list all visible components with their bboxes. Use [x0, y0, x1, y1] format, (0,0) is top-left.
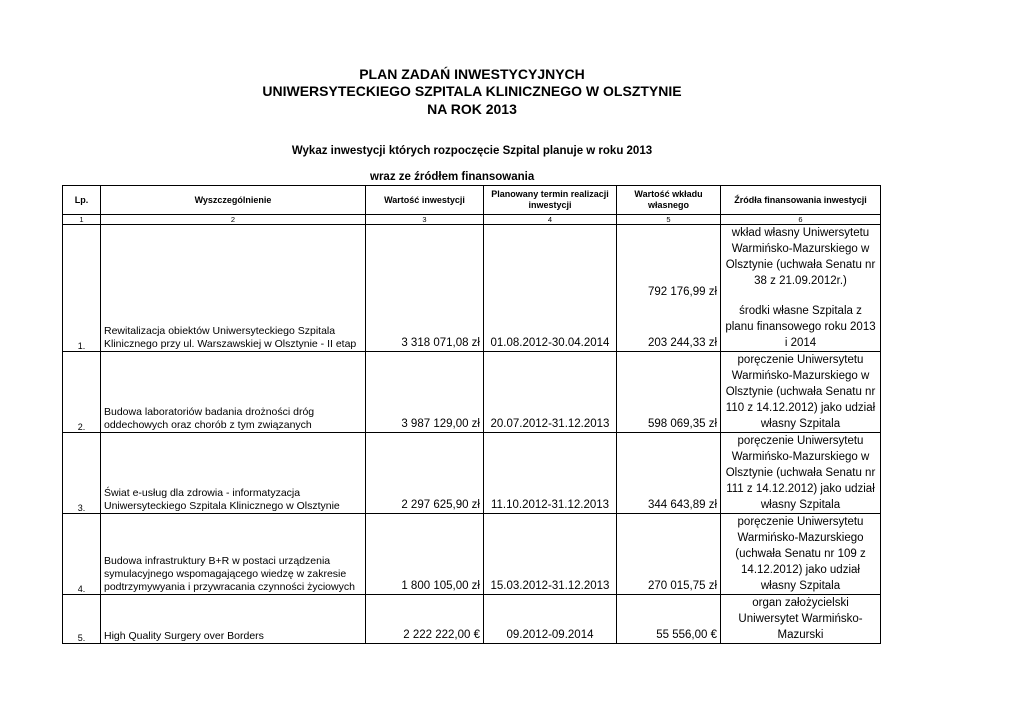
- row-own-contribution: 598 069,35 zł: [617, 352, 721, 433]
- row-own-contribution: 270 015,75 zł: [617, 514, 721, 595]
- row-description: Rewitalizacja obiektów Uniwersyteckiego Szpitala Klinicznego przy ul. Warszawskiej w Olsztynie - II etap: [101, 225, 366, 352]
- row-lp: 4.: [63, 514, 101, 595]
- row-description: Budowa laboratoriów badania drożności dróg oddechowych oraz chorób z tym związanych: [101, 352, 366, 433]
- row-value: 2 297 625,90 zł: [366, 433, 484, 514]
- own-contribution-university: 792 176,99 zł: [647, 286, 717, 298]
- table-row: [63, 225, 881, 352]
- document-title-line-1: PLAN ZADAŃ INWESTYCYJNYCH: [359, 66, 585, 82]
- row-funding-source: poręczenie Uniwersytetu Warmińsko-Mazurskiego w Olsztynie (uchwała Senatu nr 110 z 14.12.2012) jako udział własny Szpitala: [721, 352, 881, 433]
- row-description: Budowa infrastruktury B+R w postaci urządzenia symulacyjnego wspomagającego wiedzę w zakresie podtrzymywyania i przywracania czynności życiowych: [101, 514, 366, 595]
- col-header-own-contribution: Wartość wkładu własnego: [617, 186, 721, 215]
- row-funding-source: poręczenie Uniwersytetu Warmińsko-Mazurskiego (uchwała Senatu nr 109 z 14.12.2012) jako udział własny Szpitala: [721, 514, 881, 595]
- funding-source-hospital: środki własne Szpitala z planu finansowego roku 2013 i 2014: [725, 305, 876, 349]
- col-header-lp: Lp.: [63, 186, 101, 215]
- row-description: Świat e-usług dla zdrowia - informatyzacja Uniwersyteckiego Szpitala Klinicznego w Olsztynie: [101, 433, 366, 514]
- row-term: 15.03.2012-31.12.2013: [484, 514, 617, 595]
- own-contribution-hospital: 203 244,33 zł: [647, 337, 717, 349]
- col-number: 2: [101, 215, 366, 225]
- col-header-value: Wartość inwestycji: [366, 186, 484, 215]
- document-subtitle-2: wraz ze źródłem finansowania: [370, 171, 535, 183]
- row-own-contribution: 344 643,89 zł: [617, 433, 721, 514]
- row-own-contribution: [617, 225, 721, 352]
- row-lp: 2.: [63, 352, 101, 433]
- col-number: 6: [721, 215, 881, 225]
- row-term: 20.07.2012-31.12.2013: [484, 352, 617, 433]
- row-term: 01.08.2012-30.04.2014: [484, 225, 617, 352]
- table-row: [63, 595, 881, 644]
- col-number: 3: [366, 215, 484, 225]
- col-header-description: Wyszczególnienie: [101, 186, 366, 215]
- column-number-row: [63, 215, 881, 225]
- document-title-line-2: UNIWERSYTECKIEGO SZPITALA KLINICZNEGO W OLSZTYNIE: [262, 83, 682, 99]
- row-value: 2 222 222,00 €: [366, 595, 484, 644]
- row-lp: 5.: [63, 595, 101, 644]
- row-own-contribution: 55 556,00 €: [617, 595, 721, 644]
- table-header-row: [63, 186, 881, 215]
- investment-table: [62, 185, 881, 644]
- table-row: [63, 352, 881, 433]
- document-title-line-3: NA ROK 2013: [427, 101, 517, 117]
- table-row: [63, 514, 881, 595]
- row-description: High Quality Surgery over Borders: [101, 595, 366, 644]
- funding-source-university: wkład własny Uniwersytetu Warmińsko-Mazurskiego w Olsztynie (uchwała Senatu nr 38 z 21.09.2012r.): [725, 227, 876, 287]
- row-funding-source: poręczenie Uniwersytetu Warmińsko-Mazurskiego w Olsztynie (uchwała Senatu nr 111 z 14.12.2012) jako udział własny Szpitala: [721, 433, 881, 514]
- document-subtitle: Wykaz inwestycji których rozpoczęcie Szpital planuje w roku 2013: [291, 145, 653, 157]
- col-header-funding-source: Źródła finansowania inwestycji: [721, 186, 881, 215]
- row-term: 09.2012-09.2014: [484, 595, 617, 644]
- row-value: 3 318 071,08 zł: [366, 225, 484, 352]
- col-number: 1: [63, 215, 101, 225]
- col-number: 5: [617, 215, 721, 225]
- row-value: 3 987 129,00 zł: [366, 352, 484, 433]
- row-lp: 1.: [63, 225, 101, 352]
- row-funding-source: organ założycielski Uniwersytet Warmińsko-Mazurski: [721, 595, 881, 644]
- row-value: 1 800 105,00 zł: [366, 514, 484, 595]
- row-term: 11.10.2012-31.12.2013: [484, 433, 617, 514]
- row-lp: 3.: [63, 433, 101, 514]
- col-header-term: Planowany termin realizacji inwestycji: [484, 186, 617, 215]
- table-row: [63, 433, 881, 514]
- row-funding-source: [721, 225, 881, 352]
- col-number: 4: [484, 215, 617, 225]
